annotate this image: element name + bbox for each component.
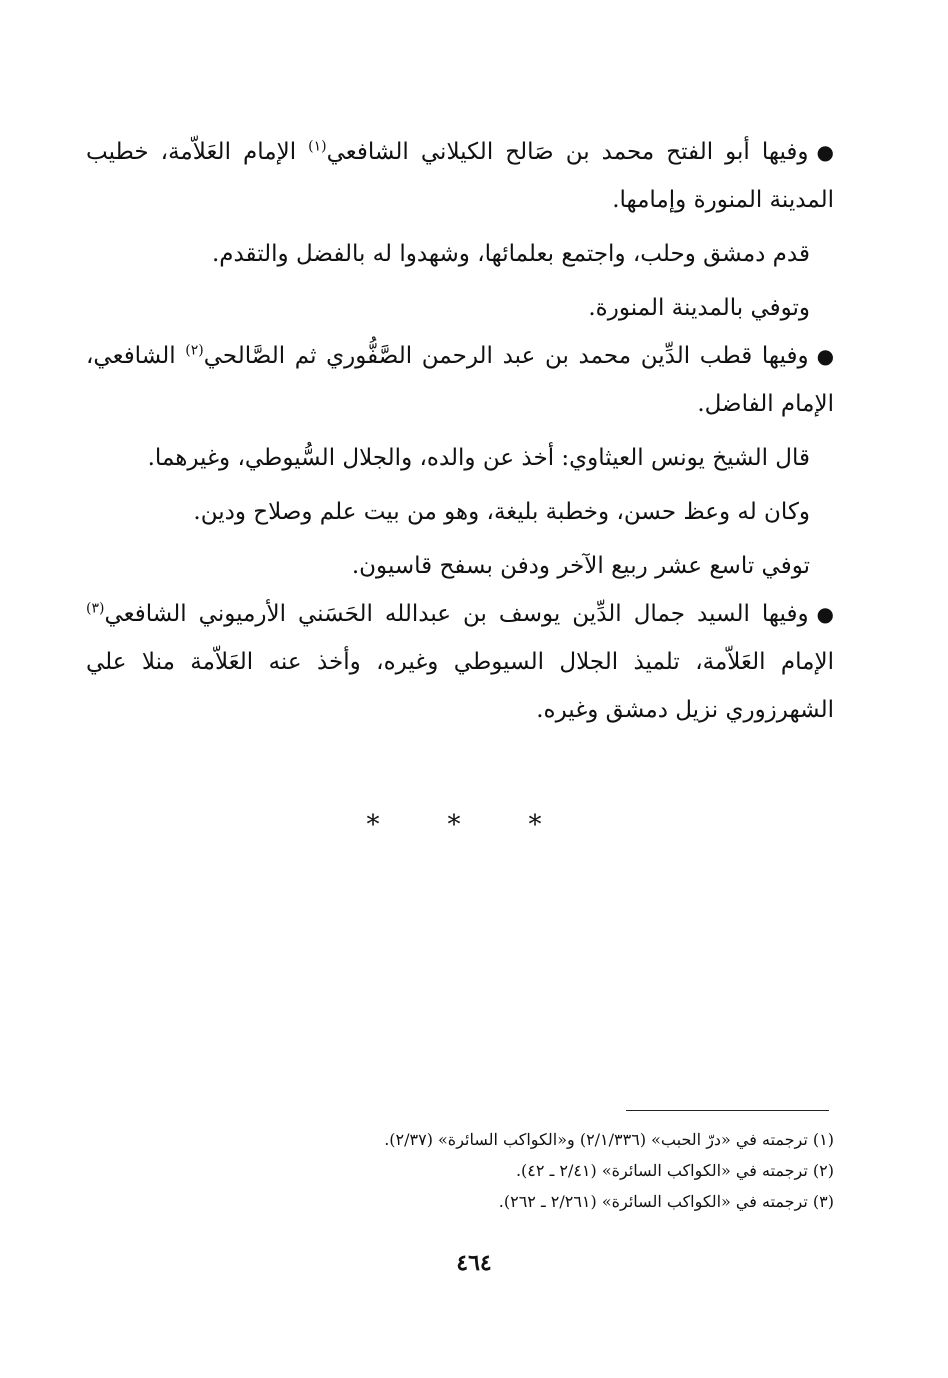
entry-heading: وفيها أبو الفتح محمد بن صَالح الكيلاني الشافعي [326,139,809,165]
entry-heading-cont: الإمام العَلاّمة، تلميذ الجلال السيوطي وغيره، وأخذ عنه العَلاّمة منلا علي الشهرزوري نزيل دمشق وغيره. [86,649,834,723]
entry-abu-al-fath [86,128,834,224]
footnote-2: (٢) ترجمته في «الكواكب السائرة» (٢/٤١ ـ ٤٢). [515,1161,834,1180]
footnote-divider [626,1110,829,1111]
footnote-ref[interactable]: (١) [308,138,327,155]
entry-detail: وتوفي بالمدينة المنورة. [588,295,810,321]
entry-jamal-al-din [86,590,834,734]
entry-detail: وكان له وعظ حسن، وخطبة بليغة، وهو من بيت علم وصلاح ودين. [193,499,810,525]
footnotes [300,1124,834,1217]
entry-heading-cont: الإمام العَلاّمة، خطيب المدينة المنورة وإمامها. [86,139,834,213]
entry-detail: توفي تاسع عشر ربيع الآخر ودفن بسفح قاسيون. [351,553,810,579]
bullet-icon: ● [816,602,834,626]
main-text [86,128,834,734]
entry-heading: وفيها السيد جمال الدِّين يوسف بن عبدالله الحَسَني الأرميوني الشافعي [104,601,809,627]
footnote-3: (٣) ترجمته في «الكواكب السائرة» (٢/٢٦١ ـ ٢٦٢). [498,1192,834,1211]
entry-heading: وفيها قطب الدِّين محمد بن عبد الرحمن الصَّفُّوري ثم الصَّالحي [203,343,809,369]
bullet-icon: ● [816,344,835,368]
asterisk-icon: * [447,810,501,840]
bullet-icon: ● [816,140,834,164]
footnote-ref[interactable]: (٢) [185,342,204,359]
section-separator [0,810,948,840]
footnote-ref[interactable]: (٣) [86,600,105,617]
entry-qutb-al-din [86,332,834,428]
asterisk-icon: * [366,810,420,840]
entry-detail: قال الشيخ يونس العيثاوي: أخذ عن والده، والجلال السُّيوطي، وغيرهما. [147,445,810,471]
entry-heading-cont: الشافعي، الإمام الفاضل. [86,343,834,417]
page-number: ٤٦٤ [456,1250,492,1276]
footnote-1: (١) ترجمته في «درّ الحبب» (٢/١/٣٣٦) و«الكواكب السائرة» (٢/٣٧). [384,1130,834,1149]
entry-detail: قدم دمشق وحلب، واجتمع بعلمائها، وشهدوا له بالفضل والتقدم. [211,241,810,267]
asterisk-icon: * [528,810,582,840]
